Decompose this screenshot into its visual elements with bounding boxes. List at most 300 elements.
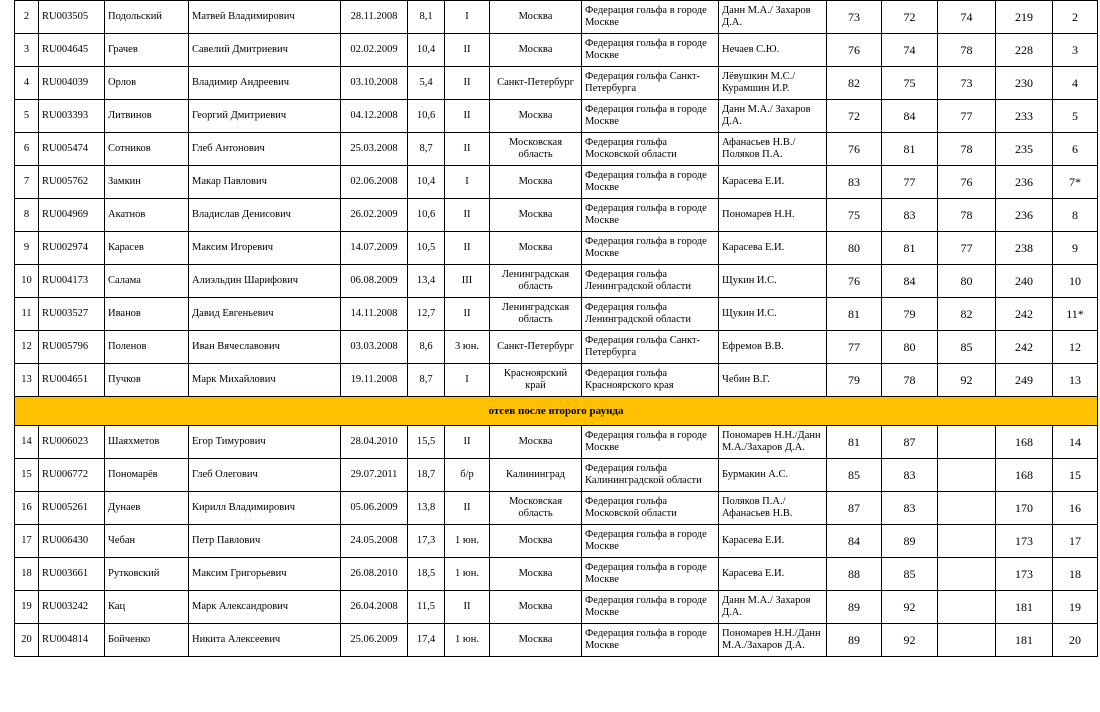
- place-cell: 6: [1053, 133, 1098, 166]
- sport-rank-cell: 3 юн.: [445, 331, 490, 364]
- given-name-cell: Давид Евгеньевич: [189, 298, 341, 331]
- place-cell: 19: [1053, 591, 1098, 624]
- region-cell: Калининград: [490, 459, 582, 492]
- region-cell: Москва: [490, 232, 582, 265]
- birth-date-cell: 29.07.2011: [341, 459, 408, 492]
- player-id-cell: RU002974: [39, 232, 105, 265]
- sport-rank-cell: II: [445, 426, 490, 459]
- player-id-cell: RU004039: [39, 67, 105, 100]
- given-name-cell: Савелий Дмитриевич: [189, 34, 341, 67]
- sport-rank-cell: II: [445, 492, 490, 525]
- given-name-cell: Владимир Андреевич: [189, 67, 341, 100]
- sport-rank-cell: I: [445, 166, 490, 199]
- round-2-score-cell: 92: [882, 624, 938, 657]
- federation-cell: Федерация гольфа в городе Москве: [582, 558, 719, 591]
- place-cell: 12: [1053, 331, 1098, 364]
- position-cell: 16: [15, 492, 39, 525]
- surname-cell: Акатнов: [105, 199, 189, 232]
- sport-rank-cell: II: [445, 232, 490, 265]
- birth-date-cell: 14.07.2009: [341, 232, 408, 265]
- birth-date-cell: 02.02.2009: [341, 34, 408, 67]
- place-cell: 2: [1053, 1, 1098, 34]
- total-score-cell: 236: [996, 199, 1053, 232]
- results-group-upper: [15, 1, 1098, 397]
- total-score-cell: 235: [996, 133, 1053, 166]
- total-score-cell: 242: [996, 298, 1053, 331]
- federation-cell: Федерация гольфа в городе Москве: [582, 100, 719, 133]
- round-3-score-cell: 78: [938, 199, 996, 232]
- round-2-score-cell: 72: [882, 1, 938, 34]
- sport-rank-cell: II: [445, 67, 490, 100]
- position-cell: 6: [15, 133, 39, 166]
- total-score-cell: 181: [996, 591, 1053, 624]
- federation-cell: Федерация гольфа в городе Москве: [582, 624, 719, 657]
- round-2-score-cell: 87: [882, 426, 938, 459]
- round-3-score-cell: [938, 426, 996, 459]
- table-row: [15, 1, 1098, 34]
- coach-cell: Нечаев С.Ю.: [719, 34, 827, 67]
- place-cell: 5: [1053, 100, 1098, 133]
- position-cell: 8: [15, 199, 39, 232]
- table-row: [15, 34, 1098, 67]
- region-cell: Москва: [490, 34, 582, 67]
- surname-cell: Подольский: [105, 1, 189, 34]
- round-1-score-cell: 76: [827, 265, 882, 298]
- surname-cell: Бойченко: [105, 624, 189, 657]
- round-2-score-cell: 85: [882, 558, 938, 591]
- coach-cell: Чебин В.Г.: [719, 364, 827, 397]
- place-cell: 10: [1053, 265, 1098, 298]
- table-row: [15, 166, 1098, 199]
- total-score-cell: 228: [996, 34, 1053, 67]
- position-cell: 20: [15, 624, 39, 657]
- birth-date-cell: 25.06.2009: [341, 624, 408, 657]
- round-3-score-cell: [938, 525, 996, 558]
- coach-cell: Бурмакин А.С.: [719, 459, 827, 492]
- place-cell: 8: [1053, 199, 1098, 232]
- federation-cell: Федерация гольфа в городе Москве: [582, 232, 719, 265]
- region-cell: Московская область: [490, 492, 582, 525]
- total-score-cell: 168: [996, 459, 1053, 492]
- place-cell: 11*: [1053, 298, 1098, 331]
- position-cell: 17: [15, 525, 39, 558]
- handicap-cell: 17,3: [408, 525, 445, 558]
- round-1-score-cell: 89: [827, 624, 882, 657]
- player-id-cell: RU004651: [39, 364, 105, 397]
- position-cell: 15: [15, 459, 39, 492]
- given-name-cell: Алиэльдин Шарифович: [189, 265, 341, 298]
- surname-cell: Иванов: [105, 298, 189, 331]
- region-cell: Москва: [490, 199, 582, 232]
- section-label: отсев после второго раунда: [15, 397, 1098, 426]
- region-cell: Москва: [490, 624, 582, 657]
- coach-cell: Карасева Е.И.: [719, 525, 827, 558]
- birth-date-cell: 06.08.2009: [341, 265, 408, 298]
- round-2-score-cell: 89: [882, 525, 938, 558]
- player-id-cell: RU003505: [39, 1, 105, 34]
- sport-rank-cell: 1 юн.: [445, 624, 490, 657]
- round-2-score-cell: 81: [882, 133, 938, 166]
- region-cell: Москва: [490, 100, 582, 133]
- position-cell: 13: [15, 364, 39, 397]
- round-3-score-cell: 92: [938, 364, 996, 397]
- total-score-cell: 230: [996, 67, 1053, 100]
- surname-cell: Карасев: [105, 232, 189, 265]
- sport-rank-cell: 1 юн.: [445, 525, 490, 558]
- total-score-cell: 236: [996, 166, 1053, 199]
- round-1-score-cell: 85: [827, 459, 882, 492]
- birth-date-cell: 03.03.2008: [341, 331, 408, 364]
- handicap-cell: 18,5: [408, 558, 445, 591]
- coach-cell: Данн М.А./ Захаров Д.А.: [719, 1, 827, 34]
- results-group-lower: [15, 426, 1098, 657]
- round-1-score-cell: 75: [827, 199, 882, 232]
- position-cell: 2: [15, 1, 39, 34]
- round-1-score-cell: 73: [827, 1, 882, 34]
- handicap-cell: 11,5: [408, 591, 445, 624]
- round-1-score-cell: 80: [827, 232, 882, 265]
- place-cell: 16: [1053, 492, 1098, 525]
- total-score-cell: 233: [996, 100, 1053, 133]
- player-id-cell: RU005796: [39, 331, 105, 364]
- position-cell: 12: [15, 331, 39, 364]
- player-id-cell: RU004645: [39, 34, 105, 67]
- coach-cell: Карасева Е.И.: [719, 166, 827, 199]
- table-row: [15, 525, 1098, 558]
- handicap-cell: 13,4: [408, 265, 445, 298]
- table-row: [15, 133, 1098, 166]
- handicap-cell: 17,4: [408, 624, 445, 657]
- federation-cell: Федерация гольфа в городе Москве: [582, 166, 719, 199]
- player-id-cell: RU005474: [39, 133, 105, 166]
- coach-cell: Щукин И.С.: [719, 298, 827, 331]
- player-id-cell: RU004173: [39, 265, 105, 298]
- place-cell: 3: [1053, 34, 1098, 67]
- round-3-score-cell: 80: [938, 265, 996, 298]
- round-3-score-cell: [938, 459, 996, 492]
- place-cell: 17: [1053, 525, 1098, 558]
- round-3-score-cell: 74: [938, 1, 996, 34]
- total-score-cell: 181: [996, 624, 1053, 657]
- position-cell: 7: [15, 166, 39, 199]
- position-cell: 5: [15, 100, 39, 133]
- round-3-score-cell: [938, 591, 996, 624]
- surname-cell: Кац: [105, 591, 189, 624]
- region-cell: Москва: [490, 525, 582, 558]
- handicap-cell: 15,5: [408, 426, 445, 459]
- sport-rank-cell: II: [445, 133, 490, 166]
- handicap-cell: 13,8: [408, 492, 445, 525]
- handicap-cell: 10,4: [408, 166, 445, 199]
- total-score-cell: 249: [996, 364, 1053, 397]
- player-id-cell: RU003527: [39, 298, 105, 331]
- federation-cell: Федерация гольфа в городе Москве: [582, 591, 719, 624]
- position-cell: 4: [15, 67, 39, 100]
- round-1-score-cell: 84: [827, 525, 882, 558]
- birth-date-cell: 19.11.2008: [341, 364, 408, 397]
- round-2-score-cell: 80: [882, 331, 938, 364]
- total-score-cell: 173: [996, 558, 1053, 591]
- place-cell: 9: [1053, 232, 1098, 265]
- position-cell: 3: [15, 34, 39, 67]
- player-id-cell: RU005261: [39, 492, 105, 525]
- given-name-cell: Глеб Олегович: [189, 459, 341, 492]
- round-3-score-cell: 85: [938, 331, 996, 364]
- player-id-cell: RU003242: [39, 591, 105, 624]
- position-cell: 11: [15, 298, 39, 331]
- birth-date-cell: 26.04.2008: [341, 591, 408, 624]
- round-2-score-cell: 84: [882, 265, 938, 298]
- coach-cell: Ефремов В.В.: [719, 331, 827, 364]
- coach-cell: Пономарев Н.Н./Данн М.А./Захаров Д.А.: [719, 426, 827, 459]
- given-name-cell: Иван Вячеславович: [189, 331, 341, 364]
- table-row: [15, 459, 1098, 492]
- round-1-score-cell: 76: [827, 133, 882, 166]
- round-1-score-cell: 72: [827, 100, 882, 133]
- position-cell: 9: [15, 232, 39, 265]
- sport-rank-cell: б/р: [445, 459, 490, 492]
- round-1-score-cell: 76: [827, 34, 882, 67]
- coach-cell: Данн М.А./ Захаров Д.А.: [719, 100, 827, 133]
- round-1-score-cell: 79: [827, 364, 882, 397]
- handicap-cell: 8,7: [408, 364, 445, 397]
- coach-cell: Карасева Е.И.: [719, 558, 827, 591]
- surname-cell: Пономарёв: [105, 459, 189, 492]
- handicap-cell: 10,4: [408, 34, 445, 67]
- round-3-score-cell: [938, 558, 996, 591]
- table-row: [15, 624, 1098, 657]
- handicap-cell: 8,6: [408, 331, 445, 364]
- handicap-cell: 10,6: [408, 100, 445, 133]
- sport-rank-cell: II: [445, 199, 490, 232]
- given-name-cell: Марк Михайлович: [189, 364, 341, 397]
- round-3-score-cell: [938, 624, 996, 657]
- round-3-score-cell: [938, 492, 996, 525]
- region-cell: Москва: [490, 166, 582, 199]
- round-1-score-cell: 77: [827, 331, 882, 364]
- separator-row: [15, 397, 1098, 426]
- coach-cell: Пономарев Н.Н.: [719, 199, 827, 232]
- total-score-cell: 242: [996, 331, 1053, 364]
- position-cell: 18: [15, 558, 39, 591]
- sport-rank-cell: II: [445, 34, 490, 67]
- table-row: [15, 265, 1098, 298]
- coach-cell: Данн М.А./ Захаров Д.А.: [719, 591, 827, 624]
- federation-cell: Федерация гольфа в городе Москве: [582, 199, 719, 232]
- total-score-cell: 170: [996, 492, 1053, 525]
- region-cell: Московская область: [490, 133, 582, 166]
- surname-cell: Чебан: [105, 525, 189, 558]
- sport-rank-cell: II: [445, 100, 490, 133]
- birth-date-cell: 28.11.2008: [341, 1, 408, 34]
- round-3-score-cell: 76: [938, 166, 996, 199]
- results-table: [14, 0, 1098, 657]
- player-id-cell: RU006772: [39, 459, 105, 492]
- birth-date-cell: 26.08.2010: [341, 558, 408, 591]
- place-cell: 4: [1053, 67, 1098, 100]
- table-row: [15, 199, 1098, 232]
- sport-rank-cell: III: [445, 265, 490, 298]
- table-row: [15, 298, 1098, 331]
- sport-rank-cell: II: [445, 591, 490, 624]
- birth-date-cell: 28.04.2010: [341, 426, 408, 459]
- player-id-cell: RU004969: [39, 199, 105, 232]
- federation-cell: Федерация гольфа в городе Москве: [582, 1, 719, 34]
- region-cell: Москва: [490, 558, 582, 591]
- position-cell: 10: [15, 265, 39, 298]
- place-cell: 13: [1053, 364, 1098, 397]
- place-cell: 7*: [1053, 166, 1098, 199]
- given-name-cell: Максим Игоревич: [189, 232, 341, 265]
- region-cell: Москва: [490, 591, 582, 624]
- birth-date-cell: 26.02.2009: [341, 199, 408, 232]
- federation-cell: Федерация гольфа Ленинградской области: [582, 265, 719, 298]
- birth-date-cell: 24.05.2008: [341, 525, 408, 558]
- given-name-cell: Макар Павлович: [189, 166, 341, 199]
- given-name-cell: Марк Александрович: [189, 591, 341, 624]
- given-name-cell: Кирилл Владимирович: [189, 492, 341, 525]
- birth-date-cell: 03.10.2008: [341, 67, 408, 100]
- total-score-cell: 168: [996, 426, 1053, 459]
- player-id-cell: RU003661: [39, 558, 105, 591]
- handicap-cell: 10,5: [408, 232, 445, 265]
- round-3-score-cell: 78: [938, 34, 996, 67]
- place-cell: 20: [1053, 624, 1098, 657]
- table-row: [15, 364, 1098, 397]
- given-name-cell: Глеб Антонович: [189, 133, 341, 166]
- surname-cell: Пучков: [105, 364, 189, 397]
- round-1-score-cell: 89: [827, 591, 882, 624]
- birth-date-cell: 02.06.2008: [341, 166, 408, 199]
- surname-cell: Замкин: [105, 166, 189, 199]
- surname-cell: Литвинов: [105, 100, 189, 133]
- round-1-score-cell: 81: [827, 298, 882, 331]
- round-1-score-cell: 81: [827, 426, 882, 459]
- table-row: [15, 492, 1098, 525]
- round-2-score-cell: 79: [882, 298, 938, 331]
- federation-cell: Федерация гольфа Санкт-Петербурга: [582, 67, 719, 100]
- table-row: [15, 232, 1098, 265]
- coach-cell: Карасева Е.И.: [719, 232, 827, 265]
- birth-date-cell: 04.12.2008: [341, 100, 408, 133]
- region-cell: Москва: [490, 426, 582, 459]
- surname-cell: Салама: [105, 265, 189, 298]
- federation-cell: Федерация гольфа Московской области: [582, 133, 719, 166]
- place-cell: 15: [1053, 459, 1098, 492]
- given-name-cell: Петр Павлович: [189, 525, 341, 558]
- round-2-score-cell: 81: [882, 232, 938, 265]
- federation-cell: Федерация гольфа в городе Москве: [582, 426, 719, 459]
- given-name-cell: Георгий Дмитриевич: [189, 100, 341, 133]
- round-3-score-cell: 78: [938, 133, 996, 166]
- total-score-cell: 238: [996, 232, 1053, 265]
- total-score-cell: 173: [996, 525, 1053, 558]
- birth-date-cell: 05.06.2009: [341, 492, 408, 525]
- place-cell: 18: [1053, 558, 1098, 591]
- given-name-cell: Максим Григорьевич: [189, 558, 341, 591]
- player-id-cell: RU004814: [39, 624, 105, 657]
- federation-cell: Федерация гольфа Ленинградской области: [582, 298, 719, 331]
- round-1-score-cell: 88: [827, 558, 882, 591]
- sport-rank-cell: I: [445, 364, 490, 397]
- coach-cell: Пономарев Н.Н./Данн М.А./Захаров Д.А.: [719, 624, 827, 657]
- round-2-score-cell: 78: [882, 364, 938, 397]
- round-2-score-cell: 77: [882, 166, 938, 199]
- player-id-cell: RU006430: [39, 525, 105, 558]
- place-cell: 14: [1053, 426, 1098, 459]
- handicap-cell: 12,7: [408, 298, 445, 331]
- sport-rank-cell: II: [445, 298, 490, 331]
- handicap-cell: 8,1: [408, 1, 445, 34]
- surname-cell: Сотников: [105, 133, 189, 166]
- round-1-score-cell: 87: [827, 492, 882, 525]
- sport-rank-cell: 1 юн.: [445, 558, 490, 591]
- federation-cell: Федерация гольфа в городе Москве: [582, 34, 719, 67]
- handicap-cell: 18,7: [408, 459, 445, 492]
- federation-cell: Федерация гольфа в городе Москве: [582, 525, 719, 558]
- handicap-cell: 8,7: [408, 133, 445, 166]
- region-cell: Красноярский край: [490, 364, 582, 397]
- round-2-score-cell: 92: [882, 591, 938, 624]
- player-id-cell: RU003393: [39, 100, 105, 133]
- handicap-cell: 5,4: [408, 67, 445, 100]
- federation-cell: Федерация гольфа Московской области: [582, 492, 719, 525]
- round-2-score-cell: 84: [882, 100, 938, 133]
- total-score-cell: 219: [996, 1, 1053, 34]
- separator-section: [15, 397, 1098, 426]
- round-3-score-cell: 77: [938, 232, 996, 265]
- surname-cell: Поленов: [105, 331, 189, 364]
- coach-cell: Поляков П.А./ Афанасьев Н.В.: [719, 492, 827, 525]
- total-score-cell: 240: [996, 265, 1053, 298]
- surname-cell: Дунаев: [105, 492, 189, 525]
- round-3-score-cell: 77: [938, 100, 996, 133]
- round-2-score-cell: 74: [882, 34, 938, 67]
- sport-rank-cell: I: [445, 1, 490, 34]
- round-2-score-cell: 83: [882, 199, 938, 232]
- position-cell: 14: [15, 426, 39, 459]
- surname-cell: Орлов: [105, 67, 189, 100]
- round-3-score-cell: 82: [938, 298, 996, 331]
- round-2-score-cell: 83: [882, 459, 938, 492]
- handicap-cell: 10,6: [408, 199, 445, 232]
- federation-cell: Федерация гольфа Санкт-Петербурга: [582, 331, 719, 364]
- player-id-cell: RU005762: [39, 166, 105, 199]
- birth-date-cell: 25.03.2008: [341, 133, 408, 166]
- coach-cell: Афанасьев Н.В./ Поляков П.А.: [719, 133, 827, 166]
- given-name-cell: Никита Алексеевич: [189, 624, 341, 657]
- federation-cell: Федерация гольфа Калининградской области: [582, 459, 719, 492]
- given-name-cell: Матвей Владимирович: [189, 1, 341, 34]
- table-row: [15, 67, 1098, 100]
- region-cell: Санкт-Петербург: [490, 67, 582, 100]
- given-name-cell: Владислав Денисович: [189, 199, 341, 232]
- round-2-score-cell: 83: [882, 492, 938, 525]
- position-cell: 19: [15, 591, 39, 624]
- table-row: [15, 331, 1098, 364]
- table-row: [15, 426, 1098, 459]
- region-cell: Москва: [490, 1, 582, 34]
- coach-cell: Щукин И.С.: [719, 265, 827, 298]
- region-cell: Ленинградская область: [490, 298, 582, 331]
- round-2-score-cell: 75: [882, 67, 938, 100]
- birth-date-cell: 14.11.2008: [341, 298, 408, 331]
- region-cell: Ленинградская область: [490, 265, 582, 298]
- player-id-cell: RU006023: [39, 426, 105, 459]
- region-cell: Санкт-Петербург: [490, 331, 582, 364]
- round-1-score-cell: 82: [827, 67, 882, 100]
- table-row: [15, 558, 1098, 591]
